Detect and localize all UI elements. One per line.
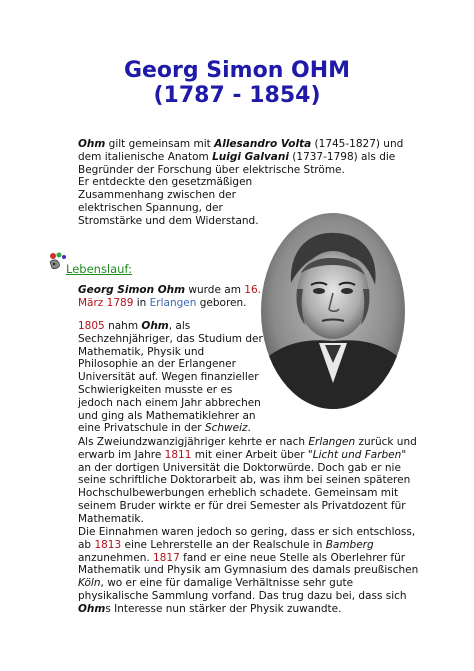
page-title-line-1: Georg Simon OHM	[123, 58, 351, 83]
year-1811: 1811	[164, 448, 192, 461]
study-paragraph: 1805 nahm Ohm, als Sechzehnjähriger, das Studium der Mathematik, Physik und Philosophie an der Erlangener Universität auf. Wegen finanzieller Schwierigkeiten musste er es jedoch nach einem Jahr abbrechen und ging als Mathematiklehrer an eine Privatschule in der Schweiz.	[78, 320, 263, 435]
doctor-paragraph: Als Zweiundzwanzigjähriger kehrte er nach Erlangen zurück und erwarb im Jahre 1811 mit einer Arbeit über "Licht und Farben" an der dortigen Universität die Doktorwürde. Doch gab er nie seine schriftliche Doktorarbeit ab, was ihm bei seinen späteren Hochschulbewerbungen erheblich schadete. Gemeinsam mit seinem Bruder wirkte er für drei Semester als Privatdozent für Mathematik.	[78, 436, 417, 525]
birth-month-year: März 1789	[78, 296, 134, 309]
page-title-line-2: (1787 - 1854)	[153, 83, 321, 108]
lebenslauf-link[interactable]: Lebenslauf:	[66, 262, 132, 276]
name-georg-simon-ohm: Georg Simon Ohm	[78, 284, 186, 296]
income-paragraph: Die Einnahmen waren jedoch so gering, dass er sich entschloss, ab 1813 eine Lehrerstelle an der Realschule in Bamberg anzunehmen. 1817 fand er eine neue Stelle als Oberlehrer für Mathematik und Physik am Gymnasium des damals preußischen Köln, wo er eine für damalige Verhältnisse sehr gute physikalische Sammlung vorfand. Das trug dazu bei, dass sich Ohms Interesse nun stärker der Physik zuwandte.	[78, 526, 419, 615]
name-volta: Allesandro Volta	[214, 138, 312, 150]
birth-day: 16.	[244, 284, 261, 296]
year-1813: 1813	[94, 538, 122, 551]
year-1805: 1805	[78, 320, 105, 332]
name-galvani: Luigi Galvani	[212, 150, 289, 163]
year-1817: 1817	[153, 551, 180, 564]
name-ohm: Ohm	[78, 138, 106, 150]
birth-paragraph: Georg Simon Ohm wurde am 16. März 1789 in Erlangen geboren.	[78, 284, 261, 309]
birth-place: Erlangen	[149, 296, 197, 309]
intro-paragraph: Ohm gilt gemeinsam mit Allesandro Volta (1745-1827) und dem italienische Anatom Luigi Galvani (1737-1798) als die Begründer der Forschung über elektrische Ströme. Er entdeckte den gesetzmäßigen Zusammenhang zwischen der elektrischen Spannung, der Stromstärke und dem Widerstand.	[78, 138, 404, 227]
portrait-image	[261, 213, 405, 410]
